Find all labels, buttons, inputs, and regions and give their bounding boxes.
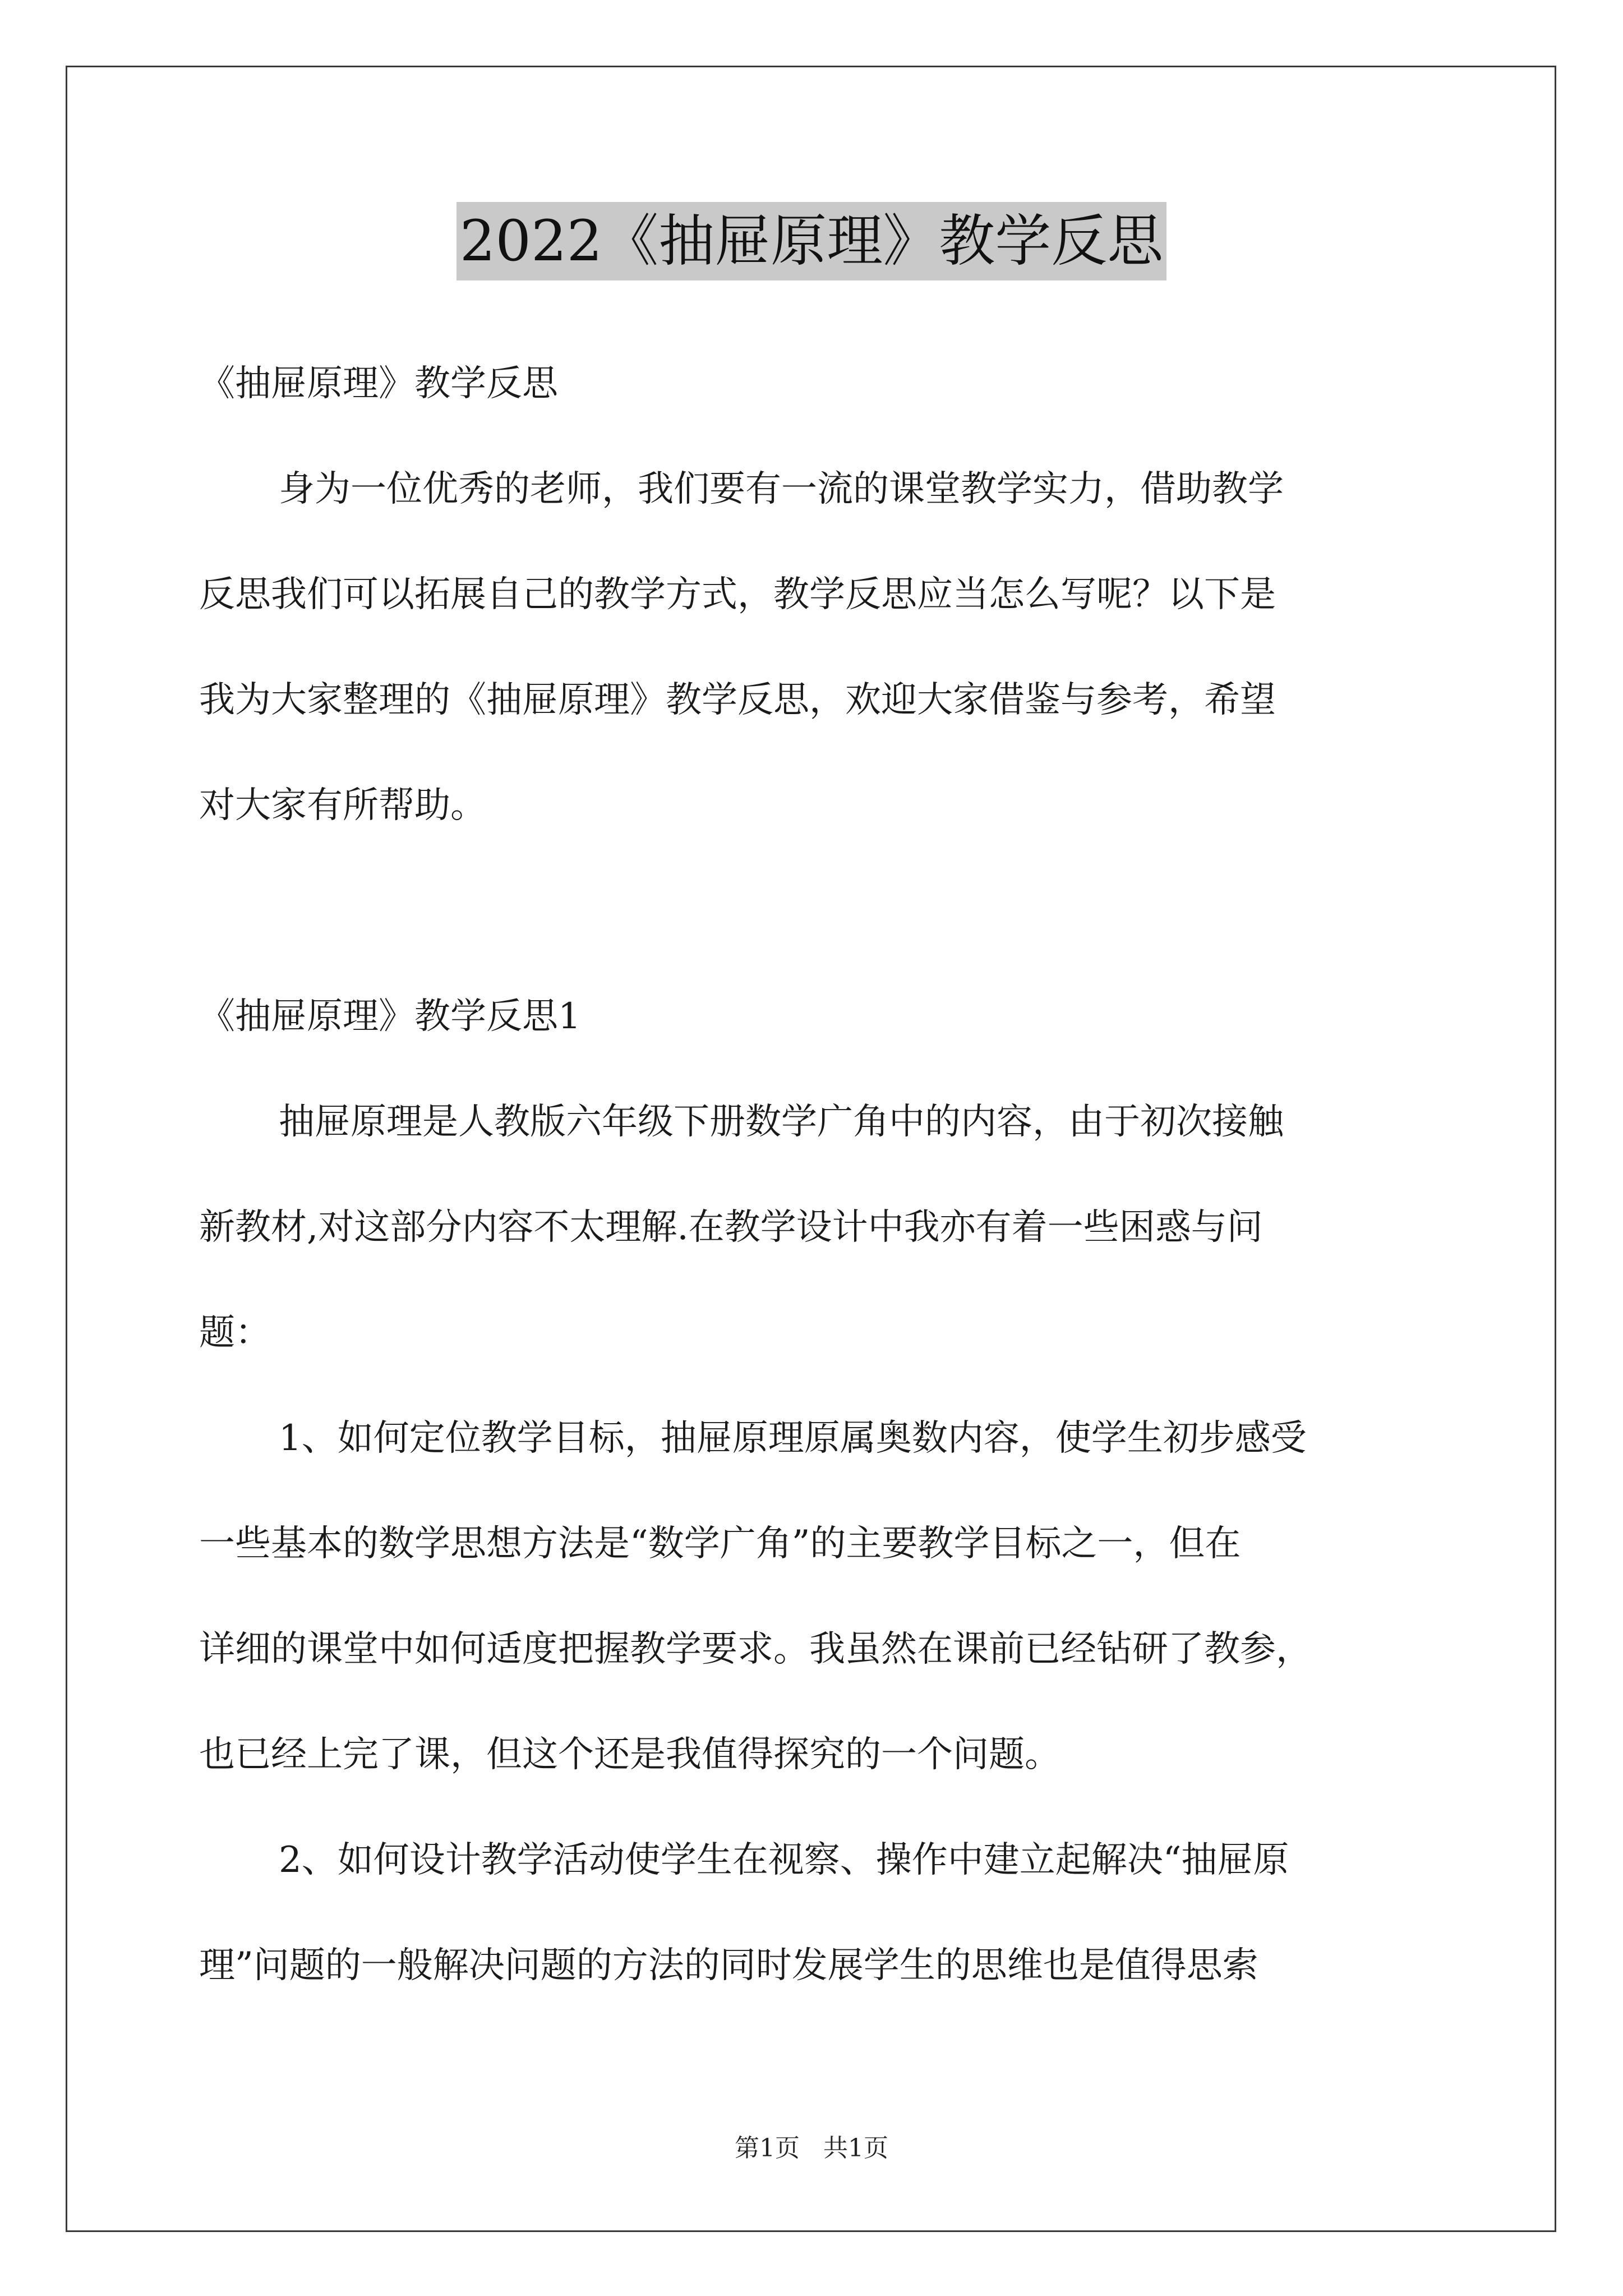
section-heading: 《抽屉原理》教学反思1 xyxy=(199,996,581,1037)
title-container xyxy=(0,202,1623,280)
body-paragraph-line: 题： xyxy=(199,1312,271,1354)
body-paragraph-line: 1、如何定位教学目标，抽屉原理原属奥数内容，使学生初步感受 xyxy=(279,1418,1307,1459)
body-paragraph-line: 一些基本的数学思想方法是“数学广角”的主要教学目标之一，但在 xyxy=(199,1523,1241,1565)
body-paragraph-line: 新教材,对这部分内容不太理解.在教学设计中我亦有着一些困惑与问 xyxy=(199,1207,1263,1248)
subtitle-line: 《抽屉原理》教学反思 xyxy=(199,363,558,404)
intro-paragraph-line: 反思我们可以拓展自己的教学方式，教学反思应当怎么写呢？以下是 xyxy=(199,574,1276,615)
paragraph-gap xyxy=(199,858,1427,964)
body-paragraph-line: 2、如何设计教学活动使学生在视察、操作中建立起解决“抽屉原 xyxy=(279,1839,1289,1881)
page-footer xyxy=(0,2132,1623,2165)
body-paragraph-line: 理”问题的一般解决问题的方法的同时发展学生的思维也是值得思索 xyxy=(199,1945,1258,1986)
body-paragraph-line: 详细的课堂中如何适度把握教学要求。我虽然在课前已经钻研了教参， xyxy=(199,1628,1312,1670)
intro-paragraph-line: 对大家有所帮助。 xyxy=(199,785,486,826)
document-body xyxy=(199,331,1427,2018)
intro-paragraph-line: 我为大家整理的《抽屉原理》教学反思，欢迎大家借鉴与参考，希望 xyxy=(199,679,1276,721)
body-paragraph-line: 抽屉原理是人教版六年级下册数学广角中的内容，由于初次接触 xyxy=(279,1101,1284,1143)
intro-paragraph-line: 身为一位优秀的老师，我们要有一流的课堂教学实力，借助教学 xyxy=(279,468,1284,510)
page-number: 第1页 xyxy=(735,2134,800,2162)
body-paragraph-line: 也已经上完了课，但这个还是我值得探究的一个问题。 xyxy=(199,1734,1061,1775)
page-total: 共1页 xyxy=(823,2134,888,2162)
document-title: 2022《抽屉原理》教学反思 xyxy=(457,202,1167,280)
